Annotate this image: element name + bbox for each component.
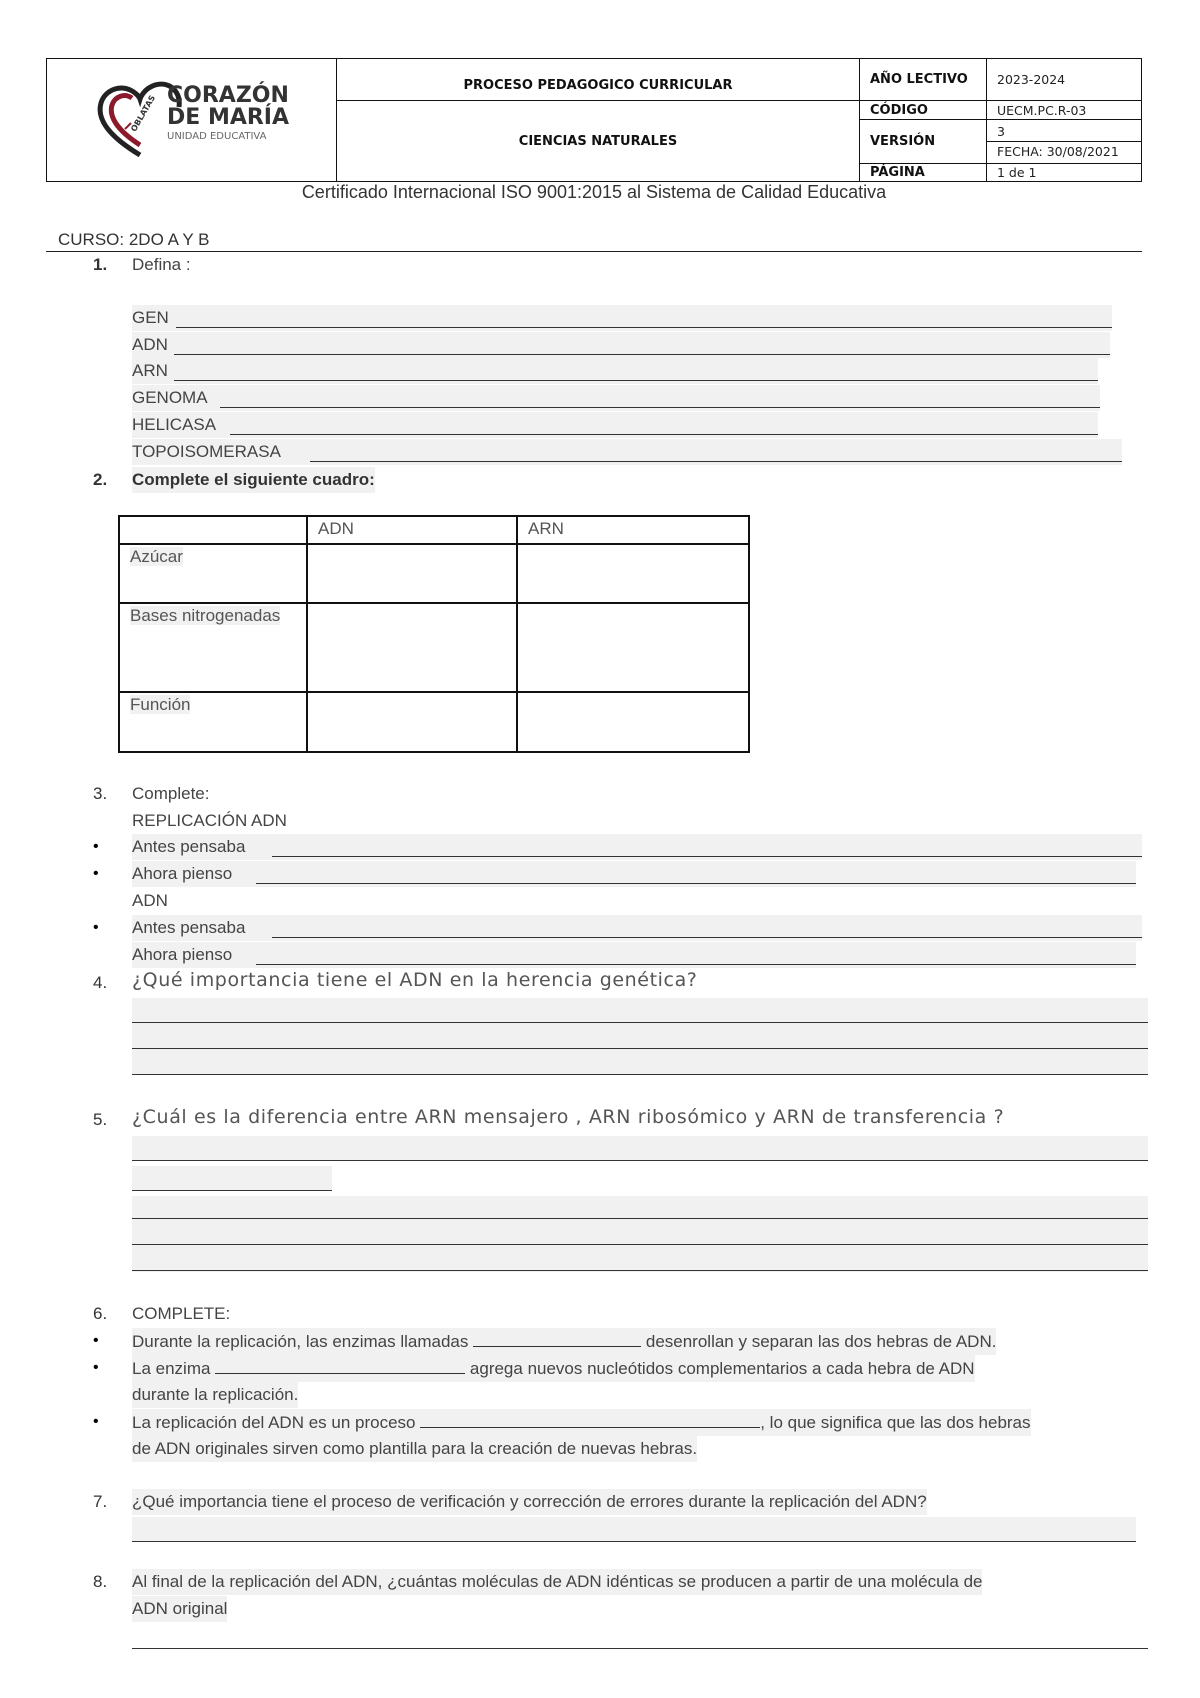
q4-answer-area[interactable]	[132, 998, 1148, 1074]
q3-number: 3.	[93, 784, 108, 803]
q5-answer-area[interactable]	[132, 1196, 1148, 1272]
school-logo	[95, 79, 295, 159]
q2-cell[interactable]	[307, 544, 517, 603]
q7-number: 7.	[93, 1492, 108, 1511]
q1-title: Defina :	[132, 255, 191, 274]
page-value: 1 de 1	[987, 163, 1142, 181]
answer-line	[132, 1218, 1148, 1219]
blank-field[interactable]	[420, 1409, 760, 1428]
q2-cell[interactable]	[307, 603, 517, 692]
q7-question: ¿Qué importancia tiene el proceso de verificación y corrección de errores durante la replicación del ADN?	[132, 1489, 927, 1515]
version-value: 3	[987, 122, 1141, 142]
q5-number: 5.	[93, 1110, 108, 1129]
q8-question: Al final de la replicación del ADN, ¿cuántas moléculas de ADN idénticas se producen a partir de una molécula de	[132, 1569, 982, 1595]
q1-term-topoisomerasa: TOPOISOMERASA	[132, 439, 1122, 465]
q3-section-1: REPLICACIÓN ADN	[132, 811, 287, 830]
q6-item-3	[132, 1409, 1031, 1436]
answer-line[interactable]	[174, 380, 1098, 381]
bullet: •	[93, 919, 99, 936]
q6-item-2	[132, 1355, 975, 1382]
q2-number: 2.	[93, 470, 108, 489]
answer-line	[132, 1074, 1148, 1075]
q3-now-1: Ahora pienso	[132, 861, 1136, 887]
q6-title: COMPLETE:	[132, 1304, 231, 1323]
q6-item-1	[132, 1328, 996, 1355]
q2-cell[interactable]	[517, 692, 749, 752]
answer-line[interactable]	[256, 883, 1136, 884]
q6-item-3-cont: de ADN originales sirven como plantilla para la creación de nuevas hebras.	[132, 1436, 697, 1462]
q3-before-1: Antes pensaba	[132, 834, 1142, 860]
logo-name: CORAZÓN	[167, 83, 289, 108]
answer-line	[132, 1160, 1148, 1161]
q3-section-2: ADN	[132, 891, 168, 910]
course-line	[46, 251, 1142, 252]
answer-line[interactable]	[174, 354, 1110, 355]
header-table	[46, 58, 1142, 182]
q4-question: ¿Qué importancia tiene el ADN en la herencia genética?	[132, 969, 698, 991]
year-label: AÑO LECTIVO	[860, 59, 987, 101]
q6-item-2-end: agrega nuevos nucleótidos complementarios a cada hebra de ADN	[469, 1359, 975, 1378]
logo-badge: OBLATAS	[129, 93, 158, 134]
q7-answer-area[interactable]	[132, 1517, 1136, 1541]
q2-row-label: Azúcar	[119, 544, 307, 603]
q8-number: 8.	[93, 1572, 108, 1591]
q5-answer-area[interactable]	[132, 1166, 332, 1190]
answer-line	[132, 1244, 1148, 1245]
bullet: •	[93, 1413, 99, 1430]
q5-answer-area[interactable]	[132, 1136, 1148, 1160]
answer-line	[132, 1022, 1148, 1023]
bullet: •	[93, 865, 99, 882]
q4-number: 4.	[93, 973, 108, 992]
year-value: 2023-2024	[987, 59, 1142, 101]
answer-line	[132, 1270, 1148, 1271]
q8-question-cont: ADN original	[132, 1596, 227, 1622]
q6-item-3-end: , lo que significa que las dos hebras	[760, 1413, 1031, 1432]
logo-name-2: DE MARÍA	[167, 105, 290, 130]
process-title: PROCESO PEDAGOGICO CURRICULAR	[337, 59, 860, 101]
q1-number: 1.	[93, 255, 108, 274]
answer-line[interactable]	[230, 434, 1098, 435]
q6-item-2-start: La enzima	[132, 1359, 211, 1378]
q2-table	[118, 515, 750, 753]
q1-term-helicasa: HELICASA	[132, 412, 1098, 438]
answer-line[interactable]	[272, 856, 1142, 857]
q6-item-1-end: desenrollan y separan las dos hebras de ADN.	[645, 1332, 997, 1351]
q1-term-gen: GEN	[132, 305, 1112, 331]
q6-item-1-start: Durante la replicación, las enzimas llamadas	[132, 1332, 469, 1351]
logo-subtitle: UNIDAD EDUCATIVA	[167, 131, 267, 142]
q3-before-2: Antes pensaba	[132, 915, 1142, 941]
answer-line	[132, 1541, 1136, 1542]
q2-header-adn: ADN	[307, 516, 517, 544]
course-label: CURSO: 2DO A Y B	[58, 230, 210, 249]
bullet: •	[93, 838, 99, 855]
answer-line	[132, 1190, 332, 1191]
q1-term-genoma: GENOMA	[132, 385, 1100, 411]
version-label: VERSIÓN	[860, 120, 987, 163]
q2-row-label: Bases nitrogenadas	[119, 603, 307, 692]
q1-term-adn: ADN	[132, 332, 1110, 358]
code-label: CÓDIGO	[860, 101, 987, 120]
q2-cell[interactable]	[517, 544, 749, 603]
bullet: •	[93, 1332, 99, 1349]
q2-header-arn: ARN	[517, 516, 749, 544]
page-label: PÁGINA	[860, 163, 987, 181]
logo-cell	[47, 59, 337, 182]
answer-line[interactable]	[176, 327, 1112, 328]
q2-row-label: Función	[119, 692, 307, 752]
answer-line[interactable]	[256, 964, 1136, 965]
date-value: FECHA: 30/08/2021	[997, 143, 1119, 159]
q6-number: 6.	[93, 1304, 108, 1323]
subject-title: CIENCIAS NATURALES	[337, 101, 860, 182]
certificate-text: Certificado Internacional ISO 9001:2015 al Sistema de Calidad Educativa	[301, 182, 887, 202]
version-cell	[987, 120, 1142, 163]
q2-corner-cell	[119, 516, 307, 544]
answer-line[interactable]	[132, 1648, 1148, 1649]
answer-line[interactable]	[220, 407, 1100, 408]
q2-title: Complete el siguiente cuadro:	[132, 467, 375, 493]
answer-line[interactable]	[310, 461, 1122, 462]
q6-item-3-start: La replicación del ADN es un proceso	[132, 1413, 416, 1432]
q2-cell[interactable]	[517, 603, 749, 692]
answer-line	[132, 1048, 1148, 1049]
q1-term-arn: ARN	[132, 358, 1098, 384]
q5-question: ¿Cuál es la diferencia entre ARN mensajero , ARN ribosómico y ARN de transferencia ?	[132, 1106, 1005, 1128]
q3-now-2: Ahora pienso	[132, 942, 1136, 968]
blank-field[interactable]	[215, 1355, 465, 1374]
code-value: UECM.PC.R-03	[987, 101, 1142, 120]
answer-line[interactable]	[272, 937, 1142, 938]
blank-field[interactable]	[473, 1328, 641, 1347]
q6-item-2-cont: durante la replicación.	[132, 1382, 298, 1408]
q2-cell[interactable]	[307, 692, 517, 752]
bullet: •	[93, 1359, 99, 1376]
q3-title: Complete:	[132, 784, 210, 803]
